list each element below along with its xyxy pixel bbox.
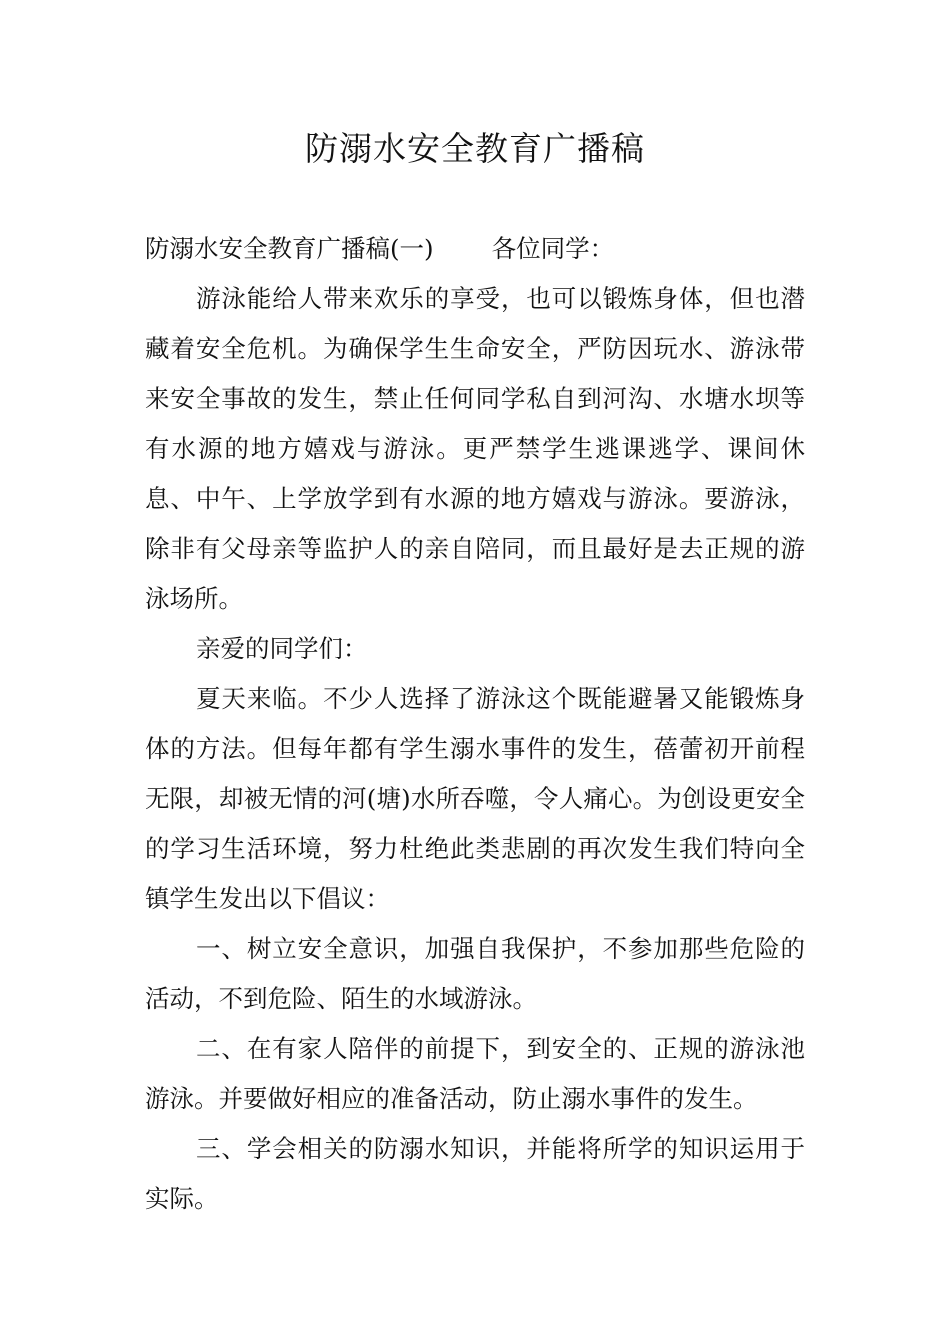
- intro-heading: 防溺水安全教育广播稿(一): [145, 234, 434, 263]
- document-body: [145, 224, 805, 1224]
- proposal-item-3: 三、学会相关的防溺水知识，并能将所学的知识运用于实际。: [145, 1134, 805, 1213]
- salutation-dear-students: 亲爱的同学们：: [196, 634, 368, 663]
- proposal-item-2: 二、在有家人陪伴的前提下，到安全的、正规的游泳池游泳。并要做好相应的准备活动，防止溺水事件的发生。: [145, 1034, 805, 1113]
- proposal-item-1: 一、树立安全意识，加强自我保护，不参加那些危险的活动，不到危险、陌生的水域游泳。: [145, 934, 805, 1013]
- intro-salutation: 各位同学：: [491, 234, 615, 263]
- intro-line: [145, 224, 805, 274]
- paragraph-summer-proposal: 夏天来临。不少人选择了游泳这个既能避暑又能锻炼身体的方法。但每年都有学生溺水事件的发生，蓓蕾初开前程无限，却被无情的河(塘)水所吞噬，令人痛心。为创设更安全的学习生活环境，努力杜绝此类悲剧的再次发生我们特向全镇学生发出以下倡议：: [145, 684, 805, 913]
- paragraph-swimming-safety: 游泳能给人带来欢乐的享受，也可以锻炼身体，但也潜藏着安全危机。为确保学生生命安全，严防因玩水、游泳带来安全事故的发生，禁止任何同学私自到河沟、水塘水坝等有水源的地方嬉戏与游泳。更严禁学生逃课逃学、课间休息、中午、上学放学到有水源的地方嬉戏与游泳。要游泳，除非有父母亲等监护人的亲自陪同，而且最好是去正规的游泳场所。: [145, 284, 805, 613]
- document-title: 防溺水安全教育广播稿: [305, 129, 645, 168]
